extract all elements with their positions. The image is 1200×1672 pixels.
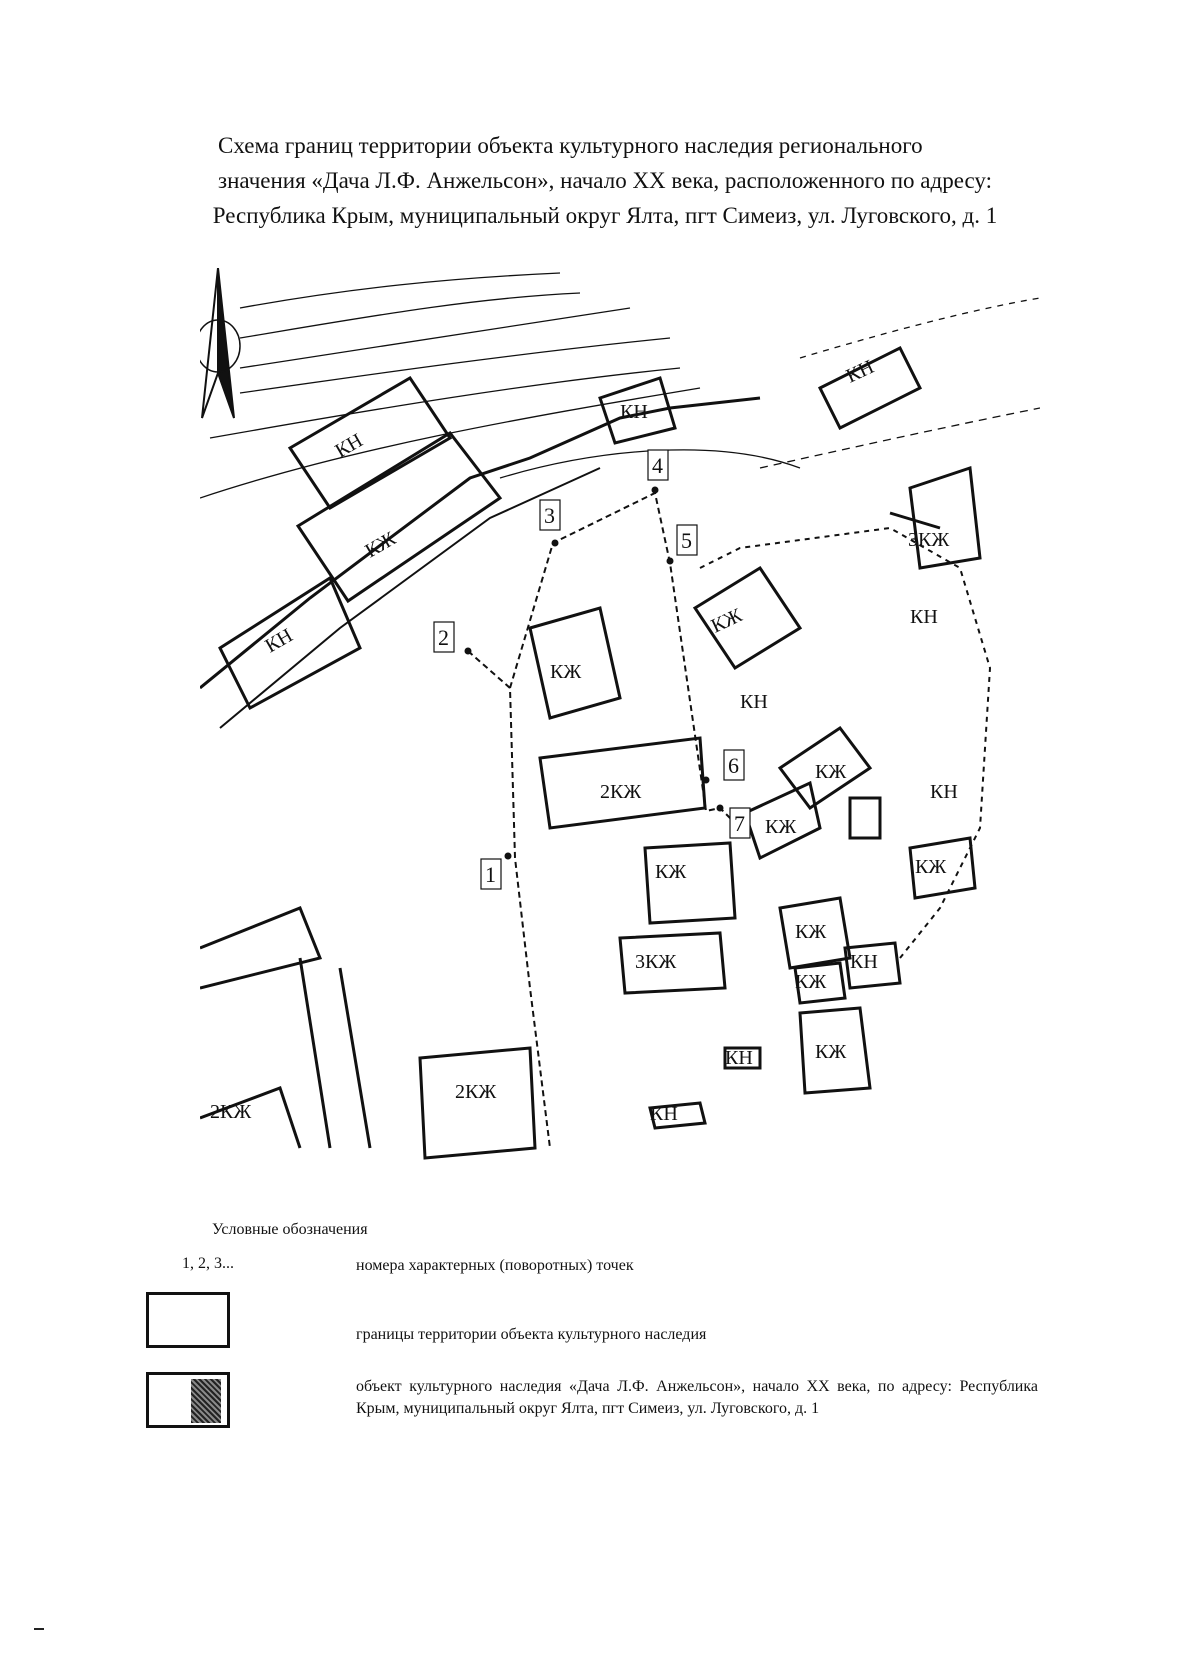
building-label: КН: [725, 1047, 753, 1069]
building-label: КН: [331, 429, 367, 463]
building-label: 2КЖ: [600, 781, 642, 803]
legend-swatch-heritage-object: [146, 1372, 230, 1428]
building-label: КЖ: [707, 604, 746, 638]
point-label-6: 6: [728, 753, 739, 778]
building-label: КЖ: [765, 816, 797, 838]
building-label: КЖ: [550, 661, 582, 683]
center-buildings: [420, 348, 980, 1158]
building-label: КН: [650, 1103, 678, 1125]
building-label: КН: [261, 624, 297, 658]
building-label: КН: [850, 951, 878, 973]
building-label: КЖ: [815, 761, 847, 783]
legend-text-point-numbers: номера характерных (поворотных) точек: [356, 1257, 634, 1274]
building-label: КЖ: [655, 861, 687, 883]
building-label: КЖ: [795, 971, 827, 993]
legend-key-point-numbers: 1, 2, 3...: [182, 1255, 234, 1272]
title-line-1: Схема границ территории объекта культурного наследия регионального: [218, 133, 923, 158]
point-label-4: 4: [652, 453, 663, 478]
legend-swatch-boundary: [146, 1292, 230, 1348]
building-label: КЖ: [361, 527, 400, 563]
building-label: КН: [910, 606, 938, 628]
page-mark: [34, 1628, 44, 1630]
title-line-2: значения «Дача Л.Ф. Анжельсон», начало XX века, расположенного по адресу:: [218, 168, 992, 193]
point-label-2: 2: [438, 625, 449, 650]
north-arrow-icon: [200, 268, 240, 418]
building-label: КЖ: [815, 1041, 847, 1063]
contour-lines: [200, 273, 1040, 498]
heritage-boundary-west: [468, 651, 550, 1148]
building-label: 2КЖ: [210, 1101, 252, 1123]
building-label: 3КЖ: [908, 529, 950, 551]
building-label: КН: [842, 355, 878, 388]
left-parcels: [200, 378, 500, 1148]
legend-text-heritage-object: объект культурного наследия «Дача Л.Ф. Анжельсон», начало XX века, по адресу: Республика Крым, муниципальный округ Ялта, пгт Симеиз, ул. Луговского, д. 1: [356, 1378, 1038, 1417]
document-title: [140, 128, 1070, 233]
point-label-7: 7: [734, 811, 745, 836]
site-map: [200, 268, 1040, 1180]
legend-title: Условные обозначения: [212, 1221, 368, 1238]
point-label-1: 1: [485, 862, 496, 887]
title-line-3: Республика Крым, муниципальный округ Ялта, пгт Симеиз, ул. Луговского, д. 1: [212, 203, 998, 228]
building-label: КН: [740, 691, 768, 713]
building-label: 2КЖ: [455, 1081, 497, 1103]
point-label-3: 3: [544, 503, 555, 528]
point-label-5: 5: [681, 528, 692, 553]
legend-text-boundary: границы территории объекта культурного наследия: [356, 1326, 707, 1343]
building-label: КЖ: [795, 921, 827, 943]
building-label: КЖ: [915, 856, 947, 878]
building-label: 3КЖ: [635, 951, 677, 973]
site-map-drawing: [200, 268, 1040, 1180]
building-label: КН: [620, 401, 648, 423]
building-label: КН: [930, 781, 958, 803]
